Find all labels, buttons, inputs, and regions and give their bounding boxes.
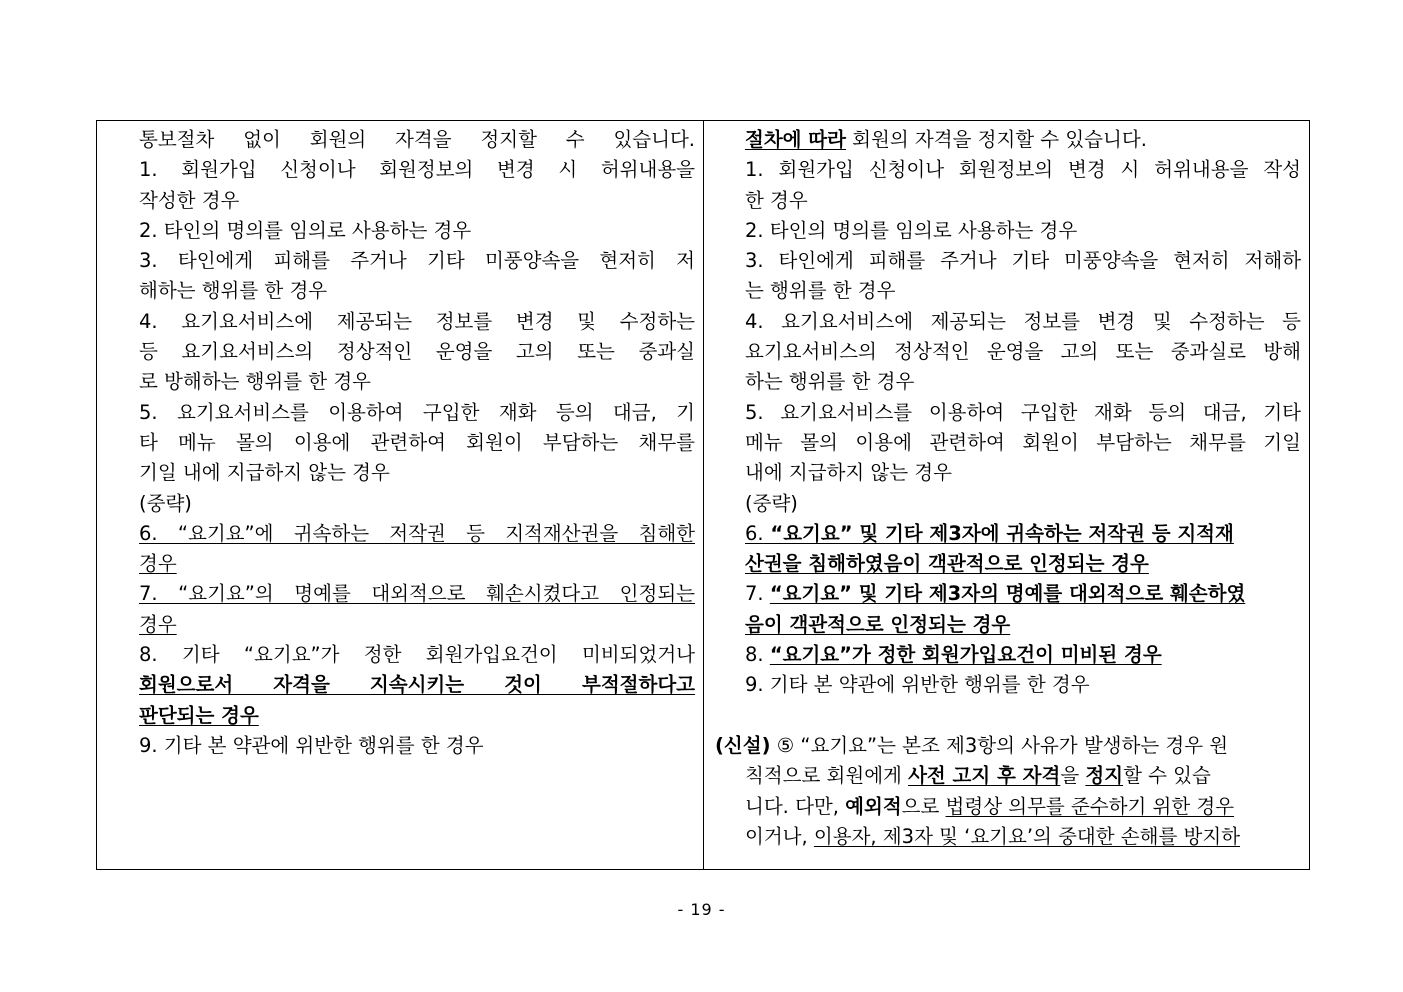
left-line: 5. 요기요서비스를 이용하여 구입한 재화 등의 대금, 기 <box>139 400 695 424</box>
left-line: 등 요기요서비스의 정상적인 운영을 고의 또는 중과실 <box>139 340 695 364</box>
left-line: 3. 타인에게 피해를 주거나 기타 미풍양속을 현저히 저 <box>139 249 695 273</box>
bold-text: 예외적 <box>845 794 902 818</box>
current-terms-column <box>139 125 695 761</box>
right-line: 내에 지급하지 않는 경우 <box>745 461 952 485</box>
left-line: 2. 타인의 명의를 임의로 사용하는 경우 <box>139 218 472 242</box>
left-line <box>139 610 695 640</box>
left-line: 기일 내에 지급하지 않는 경우 <box>139 461 390 485</box>
underlined-text: 경우 <box>139 552 177 576</box>
underlined-text: 법령상 의무를 준수하기 위한 경우 <box>945 794 1235 818</box>
left-line <box>139 549 695 579</box>
right-line: 메뉴 몰의 이용에 관련하여 회원이 부담하는 채무를 기일 <box>745 430 1301 454</box>
left-line: 4. 요기요서비스에 제공되는 정보를 변경 및 수정하는 <box>139 309 695 333</box>
text-span: 을 <box>1060 764 1086 788</box>
right-line: 2. 타인의 명의를 임의로 사용하는 경우 <box>745 218 1078 242</box>
right-line: 하는 행위를 한 경우 <box>745 370 915 394</box>
right-line: 는 행위를 한 경우 <box>745 279 896 303</box>
left-line: 8. 기타 “요기요”가 정한 회원가입요건이 미비되었거나 <box>139 643 695 667</box>
underlined-bold-text: 정지 <box>1085 764 1124 788</box>
revised-terms-column <box>715 125 1301 852</box>
underlined-text: 이용자, 제3자 및 ‘요기요’의 중대한 손해를 방지하 <box>813 824 1241 848</box>
underlined-bold-text: 산권을 침해하였음이 객관적으로 인정되는 경우 <box>745 552 1149 576</box>
left-line <box>139 701 695 731</box>
right-line <box>745 792 1301 822</box>
text-span: 8. <box>745 643 770 667</box>
bold-text: “요기요” 및 기타 제3자에 귀속하는 저작권 등 지적재 <box>763 521 1234 545</box>
right-line: 3. 타인에게 피해를 주거나 기타 미풍양속을 현저히 저해하 <box>745 249 1301 273</box>
right-line <box>745 519 1301 549</box>
text-span: 니다. 다만, <box>745 794 846 818</box>
left-line: 1. 회원가입 신청이나 회원정보의 변경 시 허위내용을 <box>139 158 695 182</box>
left-line: (중략) <box>139 491 192 515</box>
right-line <box>745 579 1301 609</box>
right-line <box>745 761 1301 791</box>
left-line: 해하는 행위를 한 경우 <box>139 279 328 303</box>
right-line: 4. 요기요서비스에 제공되는 정보를 변경 및 수정하는 등 <box>745 309 1301 333</box>
column-divider <box>703 121 704 869</box>
right-line: 1. 회원가입 신청이나 회원정보의 변경 시 허위내용을 작성 <box>745 158 1301 182</box>
right-line <box>745 822 1301 852</box>
right-line <box>745 125 1301 155</box>
right-line: 요기요서비스의 정상적인 운영을 고의 또는 중과실로 방해 <box>745 340 1301 364</box>
underlined-bold-text: 절차에 따라 <box>745 128 846 151</box>
right-line: 9. 기타 본 약관에 위반한 행위를 한 경우 <box>745 673 1090 697</box>
underlined-bold-text: 음이 객관적으로 인정되는 경우 <box>745 612 1011 636</box>
text-span: 7. <box>745 582 770 606</box>
left-line: 회원으로서 자격을 지속시키는 것이 부적절하다고 <box>139 673 695 697</box>
left-line: 작성한 경우 <box>139 188 240 212</box>
text-span: ⑤ “요기요”는 본조 제3항의 사유가 발생하는 경우 원 <box>770 733 1229 757</box>
text-span: 칙적으로 회원에게 <box>745 764 909 788</box>
page-number: - 19 - <box>677 900 726 919</box>
left-line: 통보절차 없이 회원의 자격을 정지할 수 있습니다. <box>139 128 695 151</box>
underlined-bold-text: “요기요”가 정한 회원가입요건이 미비된 경우 <box>769 643 1162 667</box>
bold-text: (신설) <box>715 733 771 757</box>
left-line: 로 방해하는 행위를 한 경우 <box>139 370 372 394</box>
text-span: 으로 <box>901 794 946 818</box>
text-span: 할 수 있습 <box>1123 764 1211 788</box>
right-line <box>715 731 1301 761</box>
left-line: 9. 기타 본 약관에 위반한 행위를 한 경우 <box>139 733 484 757</box>
underlined-text: 경우 <box>139 612 177 636</box>
left-line: 6. “요기요”에 귀속하는 저작권 등 지적재산권을 침해한 <box>139 521 695 545</box>
right-line: (중략) <box>745 491 798 515</box>
blank-line <box>745 701 1301 731</box>
right-line <box>745 549 1301 579</box>
text-span: 회원의 자격을 정지할 수 있습니다. <box>845 128 1147 151</box>
right-line: 한 경우 <box>745 188 808 212</box>
left-line: 7. “요기요”의 명예를 대외적으로 훼손시켰다고 인정되는 <box>139 582 695 606</box>
underlined-bold-text: “요기요” 및 기타 제3자의 명예를 대외적으로 훼손하였 <box>769 582 1246 606</box>
text-span: 이거나, <box>745 824 814 848</box>
underlined-bold-text: 판단되는 경우 <box>139 703 259 727</box>
left-line: 타 메뉴 몰의 이용에 관련하여 회원이 부담하는 채무를 <box>139 430 695 454</box>
text-span: 6. <box>745 521 764 545</box>
right-line <box>745 640 1301 670</box>
right-line <box>745 610 1301 640</box>
underlined-bold-text: 사전 고지 후 자격 <box>908 764 1061 788</box>
comparison-table <box>96 120 1310 870</box>
right-line: 5. 요기요서비스를 이용하여 구입한 재화 등의 대금, 기타 <box>745 400 1301 424</box>
